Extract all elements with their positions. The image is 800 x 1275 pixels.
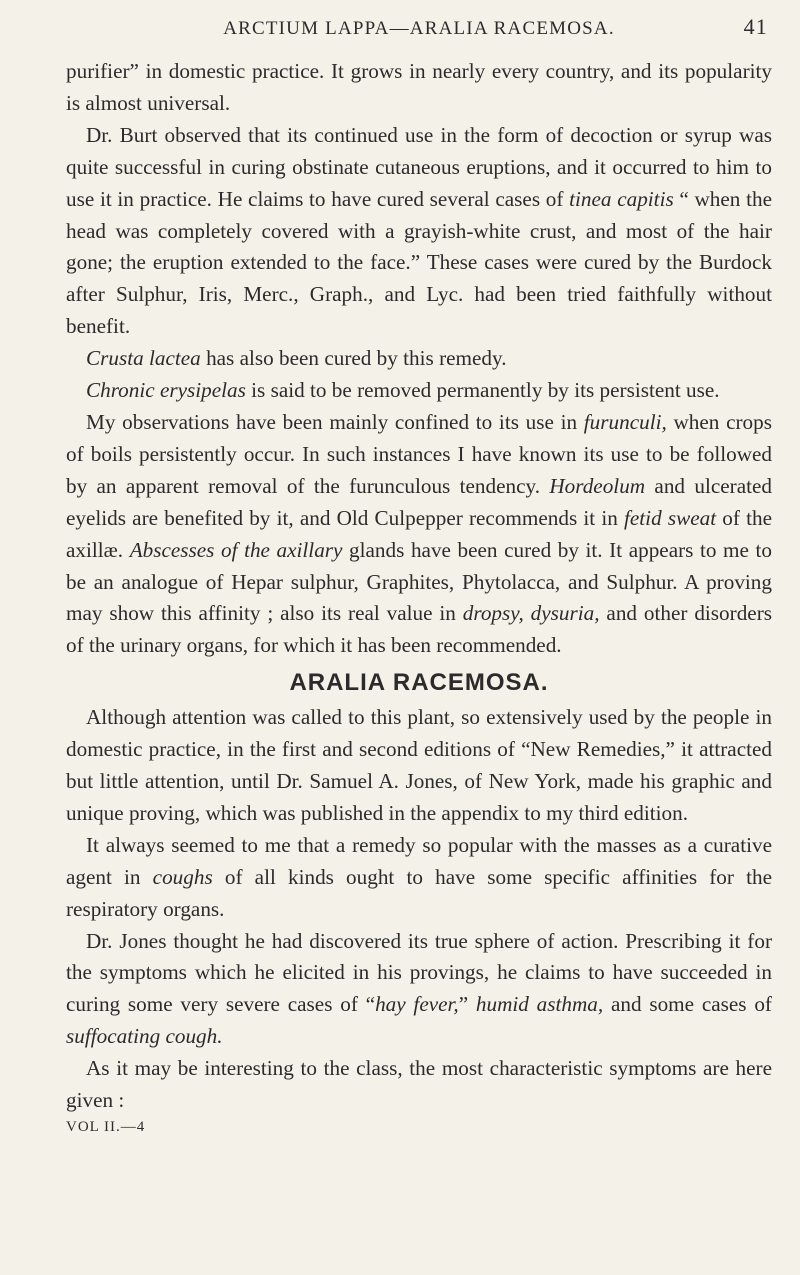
paragraph: My observations have been mainly confined to its use in furunculi, when crops of boils persistently occur. In such instances I have known its use to be followed by an apparent removal of the furunculous tendency. Hordeolum and ulcerated eyelids are benefited by it, and Old Culpepper recommends it in fetid sweat of the axillæ. Abscesses of the axillary glands have been cured by it. It appears to me to be an analogue of Hepar sulphur, Graphites, Phytolacca, and Sulphur. A proving may show this affinity ; also its real value in dropsy, dysuria, and other disorders of the urinary organs, for which it has been recommended. xyxy=(66,409,773,658)
italic-term: furunculi, xyxy=(583,409,667,434)
italic-term: fetid sweat xyxy=(624,505,717,530)
page-number: 41 xyxy=(743,14,768,39)
italic-term: coughs xyxy=(152,864,213,889)
paragraph: It always seemed to me that a remedy so popular with the masses as a curative agent in coughs of all kinds ought to have some specific affinities for the respiratory organs. xyxy=(66,832,772,921)
section-heading: ARALIA RACEMOSA. xyxy=(289,669,549,697)
paragraph: As it may be interesting to the class, the most characteristic symptoms are here given : xyxy=(66,1056,772,1113)
italic-term: tinea capitis xyxy=(569,186,674,211)
italic-term: Hordeolum xyxy=(549,473,646,498)
book-page xyxy=(66,14,772,1136)
paragraph: Dr. Burt observed that its continued use in the form of decoction or syrup was quite successful in curing obstinate cutaneous eruptions, and it occurred to him to use it in practice. He claims to have cured several cases of tinea capitis “ when the head was completely covered with a grayish-white crust, and most of the hair gone; the eruption extended to the face.” These cases were cured by the Burdock after Sulphur, Iris, Merc., Graph., and Lyc. had been tried faithfully without benefit. xyxy=(66,122,772,339)
italic-term: Abscesses of the axillary xyxy=(129,537,343,562)
signature-mark: VOL II.—4 xyxy=(66,1119,146,1135)
paragraph: Although attention was called to this plant, so extensively used by the people in domestic practice, in the first and second editions of “New Remedies,” it attracted but little attention, until Dr. Samuel A. Jones, of New York, made his graphic and unique proving, which was published in the appendix to my third edition. xyxy=(66,705,772,825)
italic-term: dropsy, dysuria, xyxy=(462,601,600,626)
italic-term: Crusta lactea xyxy=(86,346,201,371)
running-head xyxy=(66,14,772,42)
paragraph: purifier” in domestic practice. It grows in nearly every country, and its popularity is almost universal. xyxy=(66,59,772,115)
paragraph: Crusta lactea has also been cured by this remedy. xyxy=(86,346,507,371)
running-title: ARCTIUM LAPPA—ARALIA RACEMOSA. xyxy=(223,18,615,39)
italic-term: hay fever, xyxy=(375,992,459,1017)
italic-term: Chronic erysipelas xyxy=(86,378,246,403)
body-text xyxy=(66,56,772,1117)
italic-term: humid asthma, xyxy=(475,992,604,1017)
paragraph: Dr. Jones thought he had discovered its true sphere of action. Prescribing it for the symptoms which he elicited in his provings, he claims to have succeeded in curing some very severe cases of “hay fever,” humid asthma, and some cases of suffocating cough. xyxy=(66,928,772,1049)
italic-term: suffocating cough. xyxy=(66,1024,223,1049)
paragraph: Chronic erysipelas is said to be removed permanently by its persistent use. xyxy=(86,378,720,403)
